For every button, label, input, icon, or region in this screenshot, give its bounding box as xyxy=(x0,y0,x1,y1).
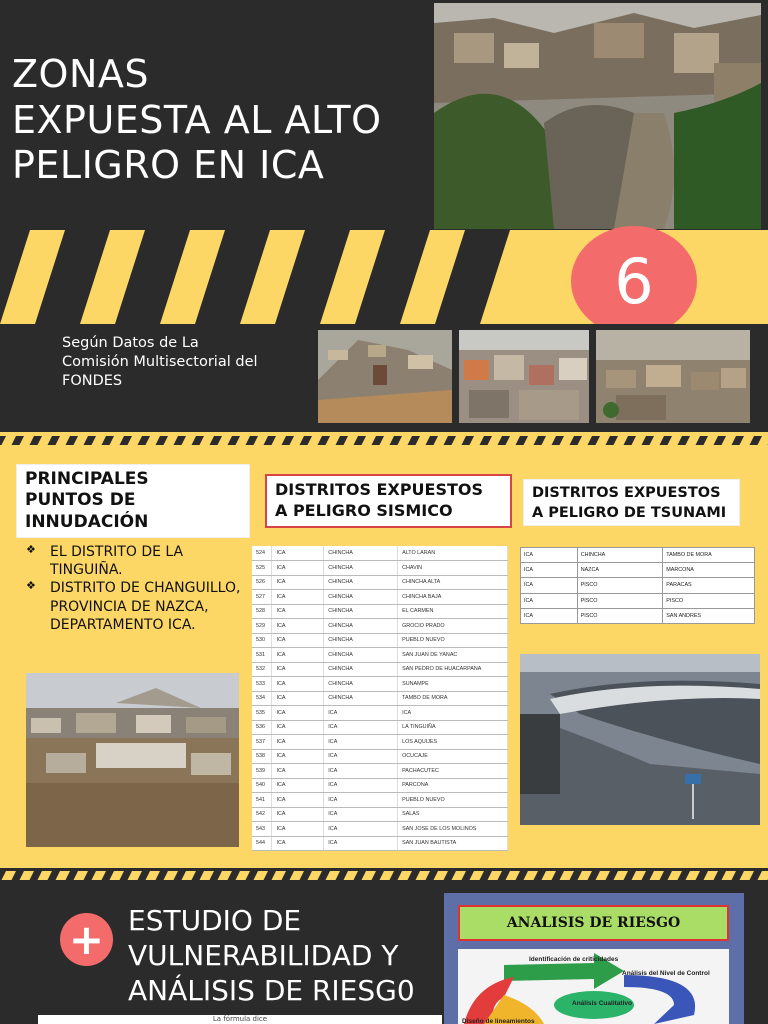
source-line-3: FONDES xyxy=(62,372,123,389)
table-cell: GROCIO PRADO xyxy=(398,619,508,634)
table-row xyxy=(252,836,508,851)
table-cell: PUEBLO NUEVO xyxy=(398,793,508,808)
table-cell: 528 xyxy=(252,604,272,619)
table-cell: CHINCHA BAJA xyxy=(398,590,508,605)
table-cell: 536 xyxy=(252,720,272,735)
table-cell: PISCO xyxy=(577,608,663,623)
table-cell: CHINCHA xyxy=(324,590,398,605)
table-cell: ICA xyxy=(272,633,324,648)
table-cell: CHINCHA xyxy=(324,648,398,663)
table-row xyxy=(252,561,508,576)
table-cell: 537 xyxy=(252,735,272,750)
seismic-districts-table xyxy=(252,546,508,851)
table-row xyxy=(252,633,508,648)
table-cell: CHINCHA xyxy=(324,677,398,692)
table-cell: CHINCHA xyxy=(324,546,398,561)
table-row xyxy=(252,749,508,764)
table-row xyxy=(252,619,508,634)
list-item: ❖ DISTRITO DE CHANGUILLO, PROVINCIA DE NAZCA, DEPARTAMENTO ICA. xyxy=(26,579,241,633)
table-cell: NAZCA xyxy=(577,563,663,578)
table-cell: PISCO xyxy=(577,578,663,593)
table-cell: 529 xyxy=(252,619,272,634)
title-line-2: EXPUESTA AL ALTO xyxy=(12,97,382,142)
page-title xyxy=(12,52,432,189)
table-row xyxy=(521,578,755,593)
table-row xyxy=(252,706,508,721)
table-cell: 540 xyxy=(252,778,272,793)
table-cell: MARCONA xyxy=(663,563,755,578)
table-cell: ICA xyxy=(272,735,324,750)
table-row xyxy=(252,590,508,605)
table-cell: ICA xyxy=(272,807,324,822)
table-cell: PARACAS xyxy=(663,578,755,593)
table-row xyxy=(521,548,755,563)
risk-label-cualitativo: Análisis Cualitativo xyxy=(572,1000,632,1007)
table-row xyxy=(252,648,508,663)
table-cell: ICA xyxy=(521,593,578,608)
table-cell: LOS AQUIJES xyxy=(398,735,508,750)
flooded-town-photo xyxy=(26,673,239,847)
ravine-houses-photo xyxy=(434,3,761,229)
table-cell: CHINCHA xyxy=(324,575,398,590)
table-cell: OCUCAJE xyxy=(398,749,508,764)
table-cell: ICA xyxy=(324,822,398,837)
table-row xyxy=(252,604,508,619)
table-cell: SAN JUAN DE YANAC xyxy=(398,648,508,663)
table-cell: PISCO xyxy=(663,593,755,608)
table-cell: 532 xyxy=(252,662,272,677)
table-cell: ICA xyxy=(272,677,324,692)
table-cell: ICA xyxy=(324,778,398,793)
table-row xyxy=(252,764,508,779)
table-cell: ICA xyxy=(272,575,324,590)
table-cell: ICA xyxy=(272,764,324,779)
study-title: ESTUDIO DE VULNERABILIDAD Y ANÁLISIS DE RIESG0 xyxy=(128,904,415,1007)
table-cell: 539 xyxy=(252,764,272,779)
table-cell: EL CARMEN xyxy=(398,604,508,619)
table-cell: SAN JOSE DE LOS MOLINOS xyxy=(398,822,508,837)
table-row xyxy=(252,822,508,837)
table-cell: CHINCHA xyxy=(324,561,398,576)
table-cell: PUEBLO NUEVO xyxy=(398,633,508,648)
risk-diagram-title: ANALISIS DE RIESGO xyxy=(458,905,729,941)
diamond-bullet-icon: ❖ xyxy=(26,543,36,556)
table-cell: ICA xyxy=(272,648,324,663)
table-cell: ICA xyxy=(521,548,578,563)
table-cell: CHINCHA xyxy=(324,604,398,619)
table-cell: CHINCHA xyxy=(324,691,398,706)
formula-caption: La fórmula dice xyxy=(38,1015,442,1024)
source-line-1: Según Datos de La xyxy=(62,335,199,351)
table-cell: ICA xyxy=(272,619,324,634)
risk-analysis-diagram xyxy=(444,893,744,1024)
table-cell: 527 xyxy=(252,590,272,605)
urban-houses-photo xyxy=(459,330,589,423)
table-cell: ICA xyxy=(324,836,398,851)
table-cell: ICA xyxy=(272,662,324,677)
table-cell: ICA xyxy=(272,822,324,837)
table-row xyxy=(252,691,508,706)
table-row xyxy=(252,778,508,793)
table-row xyxy=(521,608,755,623)
table-cell: ICA xyxy=(272,836,324,851)
table-cell: ICA xyxy=(324,706,398,721)
table-cell: SALAS xyxy=(398,807,508,822)
table-cell: 538 xyxy=(252,749,272,764)
table-cell: ICA xyxy=(272,590,324,605)
title-line-3: PELIGRO EN ICA xyxy=(12,143,325,188)
table-cell: 541 xyxy=(252,793,272,808)
table-cell: ICA xyxy=(272,691,324,706)
table-cell: CHINCHA ALTA xyxy=(398,575,508,590)
flood-points-list xyxy=(26,543,246,634)
dash-divider-bottom xyxy=(0,868,768,880)
table-cell: CHINCHA xyxy=(577,548,663,563)
table-cell: PACHACUTEC xyxy=(398,764,508,779)
table-cell: CHINCHA xyxy=(324,662,398,677)
table-row xyxy=(521,593,755,608)
table-cell: ICA xyxy=(272,749,324,764)
table-cell: ICA xyxy=(324,735,398,750)
table-cell: 542 xyxy=(252,807,272,822)
diamond-bullet-icon: ❖ xyxy=(26,579,36,593)
table-cell: ICA xyxy=(272,720,324,735)
table-cell: ICA xyxy=(521,608,578,623)
table-cell: 543 xyxy=(252,822,272,837)
table-row xyxy=(252,807,508,822)
list-item: ❖ EL DISTRITO DE LA TINGUIÑA. xyxy=(26,543,184,579)
table-cell: ICA xyxy=(272,561,324,576)
tsunami-wave-photo xyxy=(520,654,760,825)
source-line-2: Comisión Multisectorial del xyxy=(62,353,258,370)
title-line-1: ZONAS xyxy=(12,52,149,96)
table-cell: 533 xyxy=(252,677,272,692)
table-cell: 526 xyxy=(252,575,272,590)
table-cell: LA TINGUIÑA xyxy=(398,720,508,735)
table-cell: 530 xyxy=(252,633,272,648)
table-cell: SAN PEDRO DE HUACARPANA xyxy=(398,662,508,677)
table-row xyxy=(252,793,508,808)
risk-label-diseno: Diseño de lineamientos xyxy=(462,1018,535,1024)
table-cell: TAMBO DE MORA xyxy=(663,548,755,563)
tsunami-districts-table xyxy=(520,547,755,624)
table-cell: PISCO xyxy=(577,593,663,608)
table-cell: ICA xyxy=(272,604,324,619)
table-cell: 531 xyxy=(252,648,272,663)
table-row xyxy=(252,735,508,750)
table-cell: 544 xyxy=(252,836,272,851)
table-cell: ICA xyxy=(324,720,398,735)
table-cell: SAN ANDRES xyxy=(663,608,755,623)
table-cell: ICA xyxy=(324,807,398,822)
slide-number-badge: 6 xyxy=(571,226,697,336)
table-cell: ICA xyxy=(324,764,398,779)
table-row xyxy=(252,662,508,677)
table-cell: 524 xyxy=(252,546,272,561)
table-cell: CHINCHA xyxy=(324,619,398,634)
table-row xyxy=(252,677,508,692)
hillside-excavation-photo xyxy=(318,330,452,423)
table-cell: ICA xyxy=(272,778,324,793)
table-cell: 534 xyxy=(252,691,272,706)
table-cell: SUNAMPE xyxy=(398,677,508,692)
table-cell: ICA xyxy=(272,546,324,561)
table-cell: 535 xyxy=(252,706,272,721)
table-cell: PARCONA xyxy=(398,778,508,793)
desert-town-photo xyxy=(596,330,750,423)
table-cell: ICA xyxy=(272,706,324,721)
flood-points-heading: PRINCIPALES PUNTOS DE INNUDACIÓN xyxy=(16,464,250,538)
table-cell: CHAVIN xyxy=(398,561,508,576)
table-cell: ALTO LARAN xyxy=(398,546,508,561)
table-cell: CHINCHA xyxy=(324,633,398,648)
seismic-districts-heading: DISTRITOS EXPUESTOS A PELIGRO SISMICO xyxy=(265,474,512,528)
table-cell: SAN JUAN BAUTISTA xyxy=(398,836,508,851)
dash-divider-top xyxy=(0,433,768,445)
source-note xyxy=(62,334,302,391)
table-row xyxy=(252,575,508,590)
table-cell: ICA xyxy=(521,563,578,578)
table-row xyxy=(252,546,508,561)
table-row xyxy=(521,563,755,578)
table-cell: 525 xyxy=(252,561,272,576)
table-cell: TAMBO DE MORA xyxy=(398,691,508,706)
table-cell: ICA xyxy=(521,578,578,593)
table-cell: ICA xyxy=(324,793,398,808)
table-cell: ICA xyxy=(272,793,324,808)
table-cell: ICA xyxy=(324,749,398,764)
table-cell: ICA xyxy=(398,706,508,721)
plus-icon: + xyxy=(60,913,113,966)
risk-label-control: Análisis del Nivel de Control xyxy=(622,970,710,977)
tsunami-districts-heading: DISTRITOS EXPUESTOS A PELIGRO DE TSUNAMI xyxy=(523,479,740,526)
risk-label-criticidades: Identificación de criticidades xyxy=(529,956,619,963)
table-row xyxy=(252,720,508,735)
